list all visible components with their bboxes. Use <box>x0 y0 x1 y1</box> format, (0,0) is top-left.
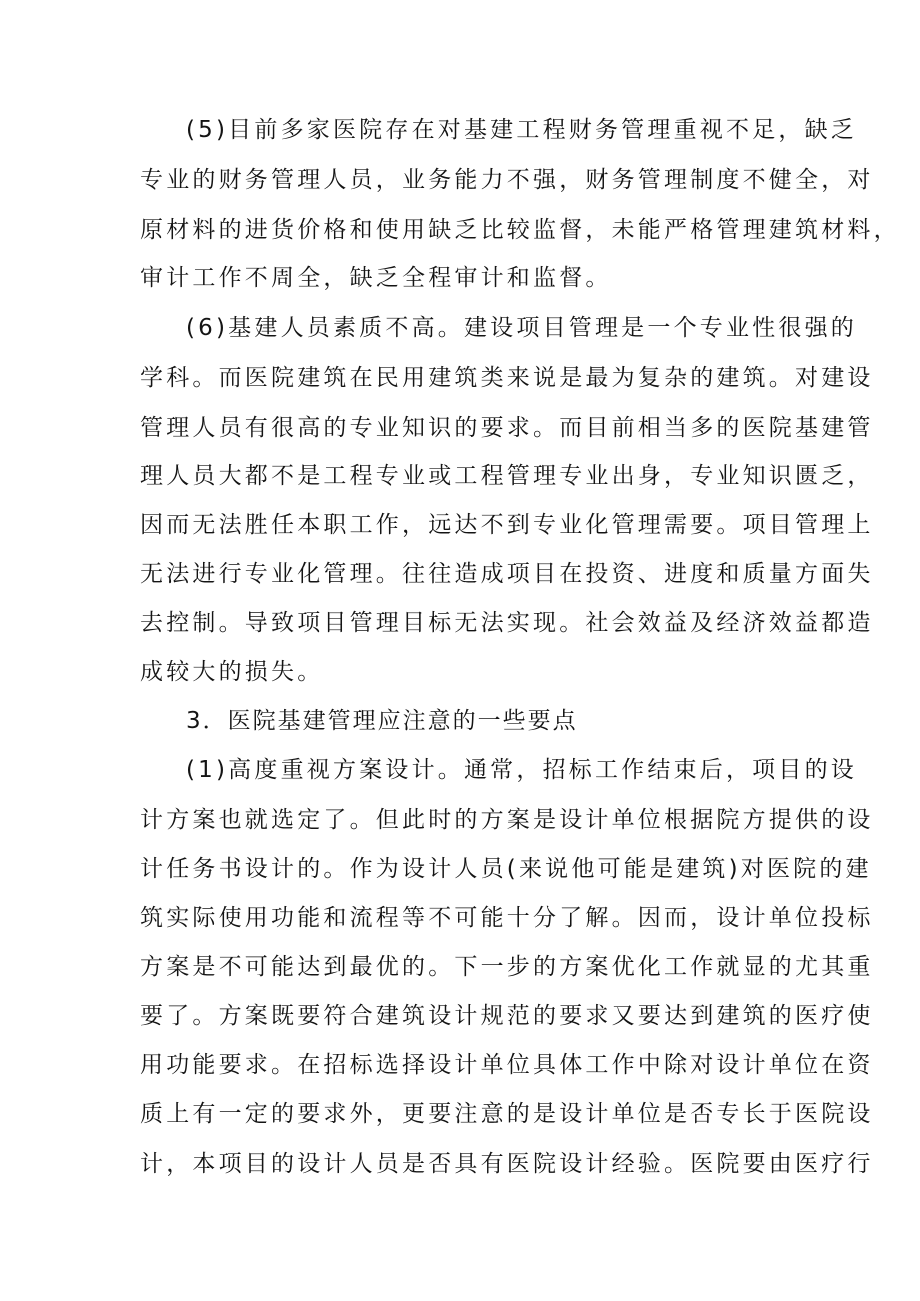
paragraph-6-line-8: 成较大的损失。 <box>140 659 324 685</box>
paragraph-6-line-7: 去控制。导致项目管理目标无法实现。社会效益及经济效益都造 <box>140 610 874 636</box>
paragraph-5-line-3: 原材料的进货价格和使用缺乏比较监督，未能严格管理建筑材料， <box>140 217 900 243</box>
paragraph-1-line-8: 质上有一定的要求外，更要注意的是设计单位是否专长于医院设 <box>140 1101 874 1127</box>
paragraph-6-line-5: 因而无法胜任本职工作，远达不到专业化管理需要。项目管理上 <box>140 512 874 538</box>
section-heading-3: 3．医院基建管理应注意的一些要点 <box>186 708 578 734</box>
paragraph-1-line-4: 筑实际使用功能和流程等不可能十分了解。因而，设计单位投标 <box>140 905 874 931</box>
paragraph-1-line-7: 用功能要求。在招标选择设计单位具体工作中除对设计单位在资 <box>140 1052 874 1078</box>
paragraph-6-line-6: 无法进行专业化管理。往往造成项目在投资、进度和质量方面失 <box>140 561 874 587</box>
paragraph-1-line-1: (1)高度重视方案设计。通常，招标工作结束后，项目的设 <box>186 757 857 783</box>
paragraph-1-line-2: 计方案也就选定了。但此时的方案是设计单位根据院方提供的设 <box>140 807 874 833</box>
paragraph-6-line-2: 学科。而医院建筑在民用建筑类来说是最为复杂的建筑。对建设 <box>140 365 874 391</box>
paragraph-1-line-9: 计，本项目的设计人员是否具有医院设计经验。医院要由医疗行 <box>140 1151 874 1177</box>
paragraph-1-line-5: 方案是不可能达到最优的。下一步的方案优化工作就显的尤其重 <box>140 954 874 980</box>
paragraph-6-line-3: 管理人员有很高的专业知识的要求。而目前相当多的医院基建管 <box>140 415 874 441</box>
paragraph-1-line-3: 计任务书设计的。作为设计人员(来说他可能是建筑)对医院的建 <box>140 856 872 882</box>
paragraph-6-line-1: (6)基建人员素质不高。建设项目管理是一个专业性很强的 <box>186 315 857 341</box>
paragraph-5-line-1: (5)目前多家医院存在对基建工程财务管理重视不足，缺乏 <box>186 117 857 143</box>
paragraph-1-line-6: 要了。方案既要符合建筑设计规范的要求又要达到建筑的医疗使 <box>140 1003 874 1029</box>
paragraph-6-line-4: 理人员大都不是工程专业或工程管理专业出身，专业知识匮乏， <box>140 463 874 489</box>
paragraph-5-line-4: 审计工作不周全，缺乏全程审计和监督。 <box>140 265 612 291</box>
paragraph-5-line-2: 专业的财务管理人员，业务能力不强，财务管理制度不健全，对 <box>140 167 874 193</box>
